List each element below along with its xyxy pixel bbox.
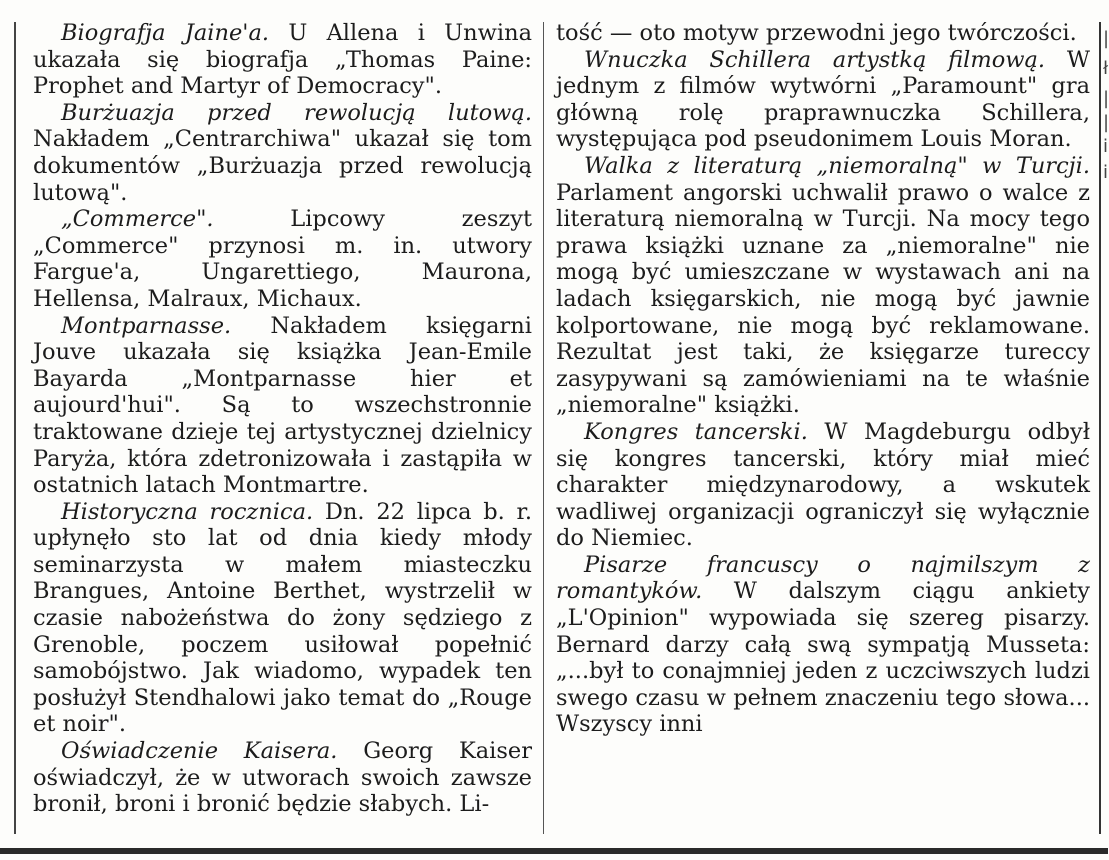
- news-item-body: Georg Kaiser oświadczył, że w utworach swoich zawsze bronił, broni i bronić będzie słabych. Li-: [33, 738, 532, 818]
- news-item-body: W jednym z filmów wytwórni „Paramount" gra główną rolę praprawnuczka Schillera, występująca pod pseudonimem Louis Moran.: [556, 46, 1091, 153]
- news-item-title: Biografja Jaine'a.: [61, 20, 270, 46]
- news-item: [556, 552, 1090, 738]
- margin-fragment: i: [1103, 162, 1109, 183]
- news-item: [556, 47, 1090, 153]
- margin-fragment: |: [1103, 88, 1109, 109]
- news-item-body: Nakładem księgarni Jouve ukazała się książka Jean-Emile Bayarda „Montparnasse hier et aujourd'hui". Są to wszechstronnie traktowane dzieje tej artystycznej dzielnicy Paryża, która zdetronizowała i zastąpiła w ostatnich latach Montmartre.: [33, 312, 532, 499]
- news-item: [33, 20, 532, 100]
- news-item-body: W dalszym ciągu ankiety „L'Opinion" wypowiada się szereg pisarzy. Bernard darzy całą swą sympatją Musseta: „...był to conajmniej jeden z uczciwszych ludzi swego czasu w pełnem znaczeniu tego słowa... Wszyscy inni: [556, 578, 1090, 738]
- news-item-title: Oświadczenie Kaisera.: [61, 738, 338, 765]
- news-item-title: „Commerce".: [61, 206, 214, 233]
- left-border-rule: [14, 22, 16, 834]
- news-item-title: Pisarze francuscy o najmilszym z romantyków.: [556, 551, 1090, 605]
- right-column: [556, 20, 1090, 738]
- news-item: [33, 206, 532, 312]
- news-item: [33, 499, 532, 738]
- margin-fragment: |: [1103, 28, 1109, 49]
- news-item-title: Historyczna rocznica.: [61, 498, 314, 525]
- left-column: [33, 20, 532, 818]
- news-item-body: U Allena i Unwina ukazała się biografja „Thomas Paine: Prophet and Martyr of Democracy".: [33, 20, 532, 100]
- continued-text: tość — oto motyw przewodni jego twórczości.: [556, 20, 1077, 46]
- column-divider: [543, 22, 544, 834]
- news-item-body: Parlament angorski uchwalił prawo o walce z literaturą niemoralną w Turcji. Na mocy tego prawa książki uznane za „niemoralne" nie mogą być umieszczane w wystawach ani na ladach księgarskich, nie mogą być jawnie kolportowane, nie mogą być reklamowane. Rezultat jest taki, że księgarze tureccy zasypywani są zamówieniami na te właśnie „niemoralne" książki.: [556, 179, 1090, 419]
- news-item: [556, 419, 1090, 552]
- news-item: [33, 738, 532, 818]
- news-item: [33, 313, 532, 499]
- news-item-title: Wnuczka Schillera artystką filmową.: [584, 46, 1046, 73]
- news-item-title: Burżuazja przed rewolucją lutową.: [61, 99, 532, 126]
- right-border-rule: [1099, 22, 1101, 834]
- news-item-title: Walka z literaturą „niemoralną" w Turcji.: [584, 152, 1090, 179]
- news-item-body: Lipcowy zeszyt „Commerce" przynosi m. in. utwory Fargue'a, Ungarettiego, Maurona, Hellensa, Malraux, Michaux.: [33, 206, 532, 312]
- news-item-title: Kongres tancerski.: [584, 418, 808, 445]
- news-item: [33, 100, 532, 206]
- bottom-border-rule: [0, 848, 1108, 854]
- news-item-title: Montparnasse.: [61, 312, 232, 339]
- margin-fragment: |: [1103, 112, 1109, 133]
- news-item-body: Dn. 22 lipca b. r. upłynęło sto lat od dnia kiedy młody seminarzysta w małem miasteczku Brangues, Antoine Berthet, wystrzelił w czasie nabożeństwa do żony sędziego z Grenoble, poczem usiłował popełnić samobójstwo. Jak wiadomo, wypadek ten posłużył Stendhalowi jako temat do „Rouge et noir".: [33, 498, 532, 738]
- margin-fragment: i: [1103, 136, 1109, 157]
- margin-fragment: ł: [1103, 58, 1109, 79]
- news-item-body: Nakładem „Centrarchiwa" ukazał się tom dokumentów „Burżuazja przed rewolucją lutową".: [33, 126, 532, 206]
- news-item: [556, 153, 1090, 419]
- news-item-body: W Magdeburgu odbył się kongres tancerski, który miał mieć charakter międzynarodowy, a wskutek wadliwej organizacji ograniczył się wyłącznie do Niemiec.: [556, 418, 1090, 552]
